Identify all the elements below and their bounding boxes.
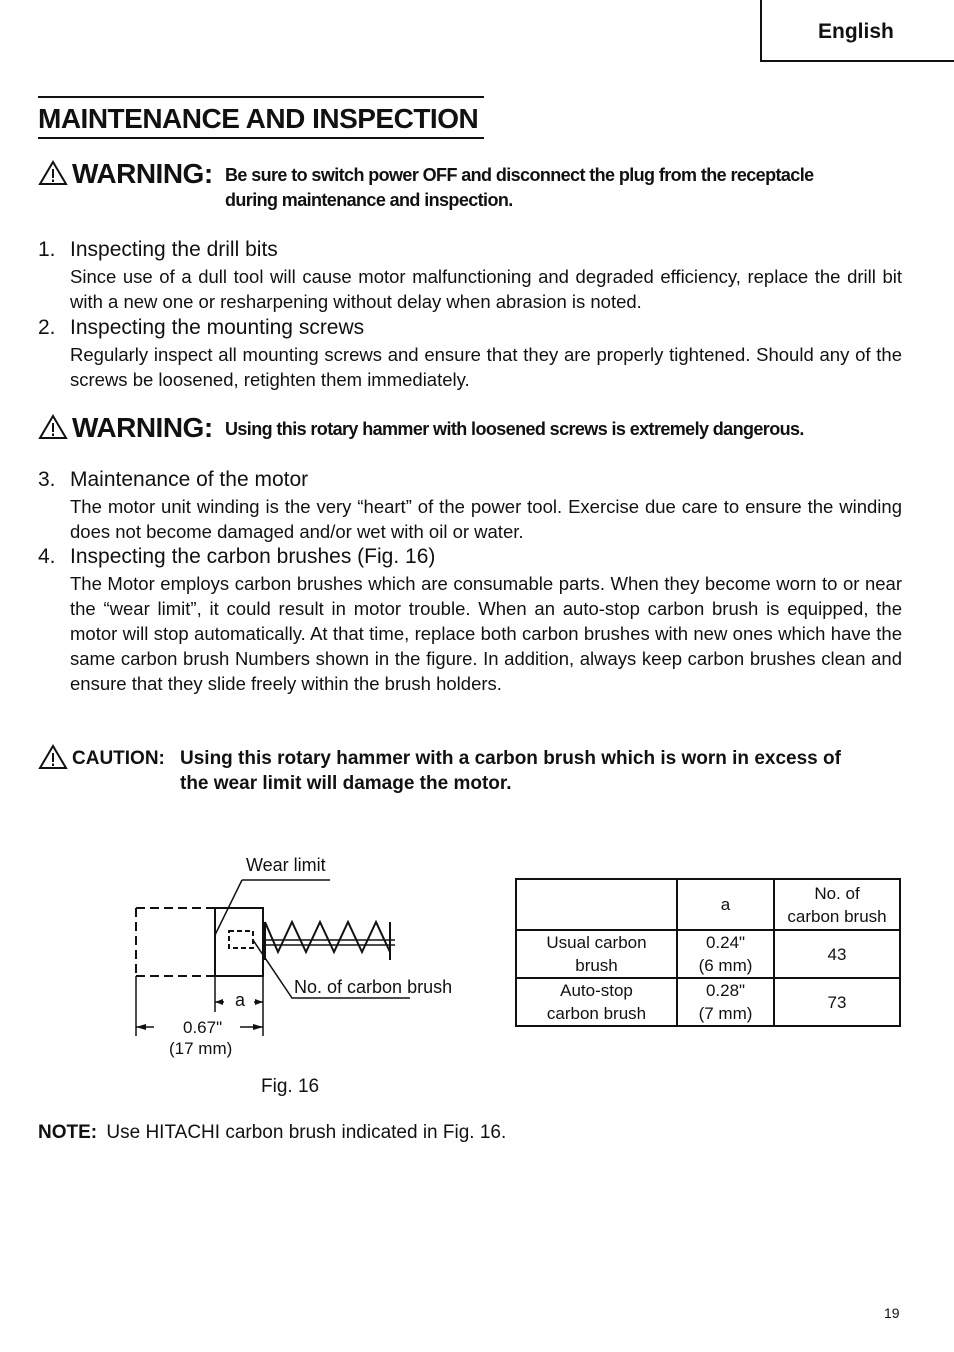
warning-text: Using this rotary hammer with loosened screws is extremely dangerous. [225, 419, 804, 439]
item-number: 1. [38, 238, 56, 261]
item-heading: Maintenance of the motor [70, 468, 309, 491]
page-title: MAINTENANCE AND INSPECTION [38, 96, 484, 139]
cell-line: 0.24" [705, 933, 746, 952]
table-header-cell [774, 879, 900, 930]
item-heading: Inspecting the mounting screws [70, 316, 365, 339]
table-cell [677, 978, 774, 1026]
item-text: The Motor employs carbon brushes which are consumable parts. When they become worn to or near the “wear limit”, it could result in motor trouble. When an auto-stop carbon brush is equipped, the motor will stop automatically. At that time, replace both carbon brushes with new ones which have the same carbon brush Numbers shown in the figure. In addition, always keep carbon brushes clean and ensure that they slide freely within the brush holders. [70, 573, 902, 694]
cell-line: Auto-stop [560, 981, 633, 1000]
table-cell [516, 930, 677, 978]
language-tab [760, 0, 954, 62]
item-text: Since use of a dull tool will cause motor malfunctioning and degraded efficiency, replace the drill bit with a new one or resharpening without delay when abrasion is noted. [70, 266, 902, 312]
language-label: English [818, 20, 894, 43]
list-item [38, 468, 902, 544]
caution-text-line2: the wear limit will damage the motor. [180, 773, 512, 794]
table-cell [677, 930, 774, 978]
cell-line: brush [575, 956, 618, 975]
warning-label: WARNING: [72, 158, 213, 189]
list-item [38, 545, 902, 696]
dimension-mm-label: (17 mm) [169, 1039, 233, 1058]
carbon-brush-number-label: No. of carbon brush [294, 977, 453, 997]
dimension-inch-label: 0.67" [183, 1018, 223, 1037]
table-cell [774, 978, 900, 1026]
table-cell [516, 978, 677, 1026]
cell-line: 0.28" [705, 981, 746, 1000]
warning-triangle-icon [38, 744, 68, 770]
table-row [516, 930, 900, 978]
wear-limit-label: Wear limit [246, 855, 326, 875]
page-number: 19 [884, 1305, 900, 1321]
item-heading: Inspecting the drill bits [70, 238, 278, 261]
table-row [516, 978, 900, 1026]
warning-text-line1: Be sure to switch power OFF and disconnect the plug from the receptacle [225, 165, 814, 185]
cell-line: (7 mm) [698, 1004, 753, 1023]
warning-triangle-icon [38, 160, 68, 186]
caution-text-line1: Using this rotary hammer with a carbon brush which is worn in excess of [180, 748, 841, 769]
figure-caption: Fig. 16 [261, 1076, 320, 1097]
table-header-cell [516, 879, 677, 930]
list-item [38, 238, 902, 314]
warning-label: WARNING: [72, 412, 213, 443]
warning-triangle-icon [38, 414, 68, 440]
table-header-cell [677, 879, 774, 930]
note-text: Use HITACHI carbon brush indicated in Fig. 16. [106, 1122, 507, 1143]
cell-line: a [720, 895, 731, 914]
list-item [38, 316, 902, 392]
item-number: 3. [38, 468, 56, 491]
cell-line: 43 [827, 944, 847, 964]
item-text: The motor unit winding is the very “heart” of the power tool. Exercise due care to ensure the winding does not become damaged and/or wet with oil or water. [70, 496, 902, 542]
cell-line: No. of [814, 883, 860, 903]
item-number: 2. [38, 316, 56, 339]
cell-line: carbon brush [546, 1004, 647, 1023]
table-cell [774, 930, 900, 978]
item-heading: Inspecting the carbon brushes (Fig. 16) [70, 545, 436, 568]
carbon-brush-table [515, 878, 901, 1027]
cell-line: 73 [827, 992, 847, 1012]
note [38, 1122, 506, 1144]
caution-label: CAUTION: [72, 748, 165, 769]
cell-line: Usual carbon [546, 933, 647, 952]
cell-line: carbon brush [787, 906, 887, 926]
cell-line: (6 mm) [698, 956, 753, 975]
dimension-a-label: a [235, 990, 246, 1010]
carbon-brush-diagram [120, 850, 480, 1065]
table-header-row [516, 879, 900, 930]
warning-text-line2: during maintenance and inspection. [225, 190, 513, 210]
note-label: NOTE: [38, 1122, 98, 1143]
item-number: 4. [38, 545, 56, 568]
item-text: Regularly inspect all mounting screws and ensure that they are properly tightened. Should any of the screws be loosened, retighten them immediately. [70, 344, 902, 390]
